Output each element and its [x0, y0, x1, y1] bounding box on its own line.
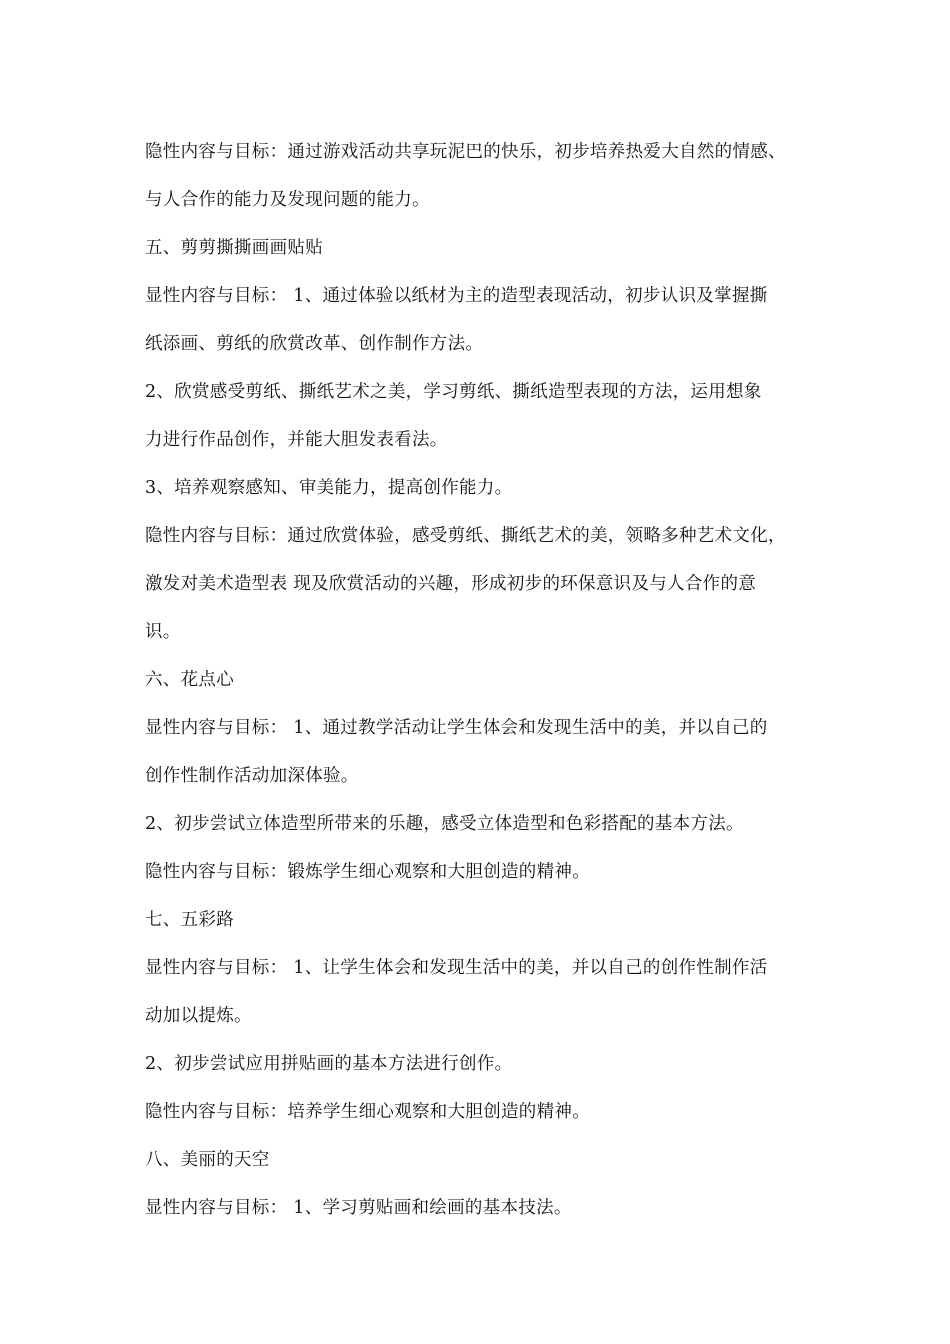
section-heading: 六、花点心 — [145, 670, 234, 690]
document-body — [145, 128, 810, 1232]
text-line: 2、欣赏感受剪纸、撕纸艺术之美，学习剪纸、撕纸造型表现的方法，运用想象 — [145, 382, 762, 402]
text-line: 显性内容与目标： 1、学习剪贴画和绘画的基本技法。 — [145, 1198, 572, 1218]
text-line: 显性内容与目标： 1、通过体验以纸材为主的造型表现活动，初步认识及掌握撕 — [145, 286, 768, 306]
text-line: 3、培养观察感知、审美能力，提高创作能力。 — [145, 478, 513, 498]
text-line: 隐性内容与目标：通过欣赏体验，感受剪纸、撕纸艺术的美，领略多种艺术文化， — [145, 526, 786, 546]
text-line: 2、初步尝试应用拼贴画的基本方法进行创作。 — [145, 1054, 513, 1074]
text-line: 纸添画、剪纸的欣赏改革、创作制作方法。 — [145, 334, 484, 354]
text-line: 与人合作的能力及发现问题的能力。 — [145, 190, 430, 210]
section-heading: 五、剪剪撕撕画画贴贴 — [145, 238, 323, 258]
text-line: 激发对美术造型表 现及欣赏活动的兴趣，形成初步的环保意识及与人合作的意 — [145, 574, 757, 594]
text-line: 2、初步尝试立体造型所带来的乐趣，感受立体造型和色彩搭配的基本方法。 — [145, 814, 744, 834]
text-line: 隐性内容与目标：通过游戏活动共享玩泥巴的快乐，初步培养热爱大自然的情感、 — [145, 142, 786, 162]
text-line: 显性内容与目标： 1、让学生体会和发现生活中的美，并以自己的创作性制作活 — [145, 958, 768, 978]
text-line: 创作性制作活动加深体验。 — [145, 766, 359, 786]
text-line: 识。 — [145, 622, 181, 642]
text-line: 动加以提炼。 — [145, 1006, 252, 1026]
text-line: 隐性内容与目标：锻炼学生细心观察和大胆创造的精神。 — [145, 862, 590, 882]
section-heading: 七、五彩路 — [145, 910, 234, 930]
section-heading: 八、美丽的天空 — [145, 1150, 270, 1170]
text-line: 隐性内容与目标：培养学生细心观察和大胆创造的精神。 — [145, 1102, 590, 1122]
text-line: 力进行作品创作，并能大胆发表看法。 — [145, 430, 448, 450]
text-line: 显性内容与目标： 1、通过教学活动让学生体会和发现生活中的美，并以自己的 — [145, 718, 768, 738]
